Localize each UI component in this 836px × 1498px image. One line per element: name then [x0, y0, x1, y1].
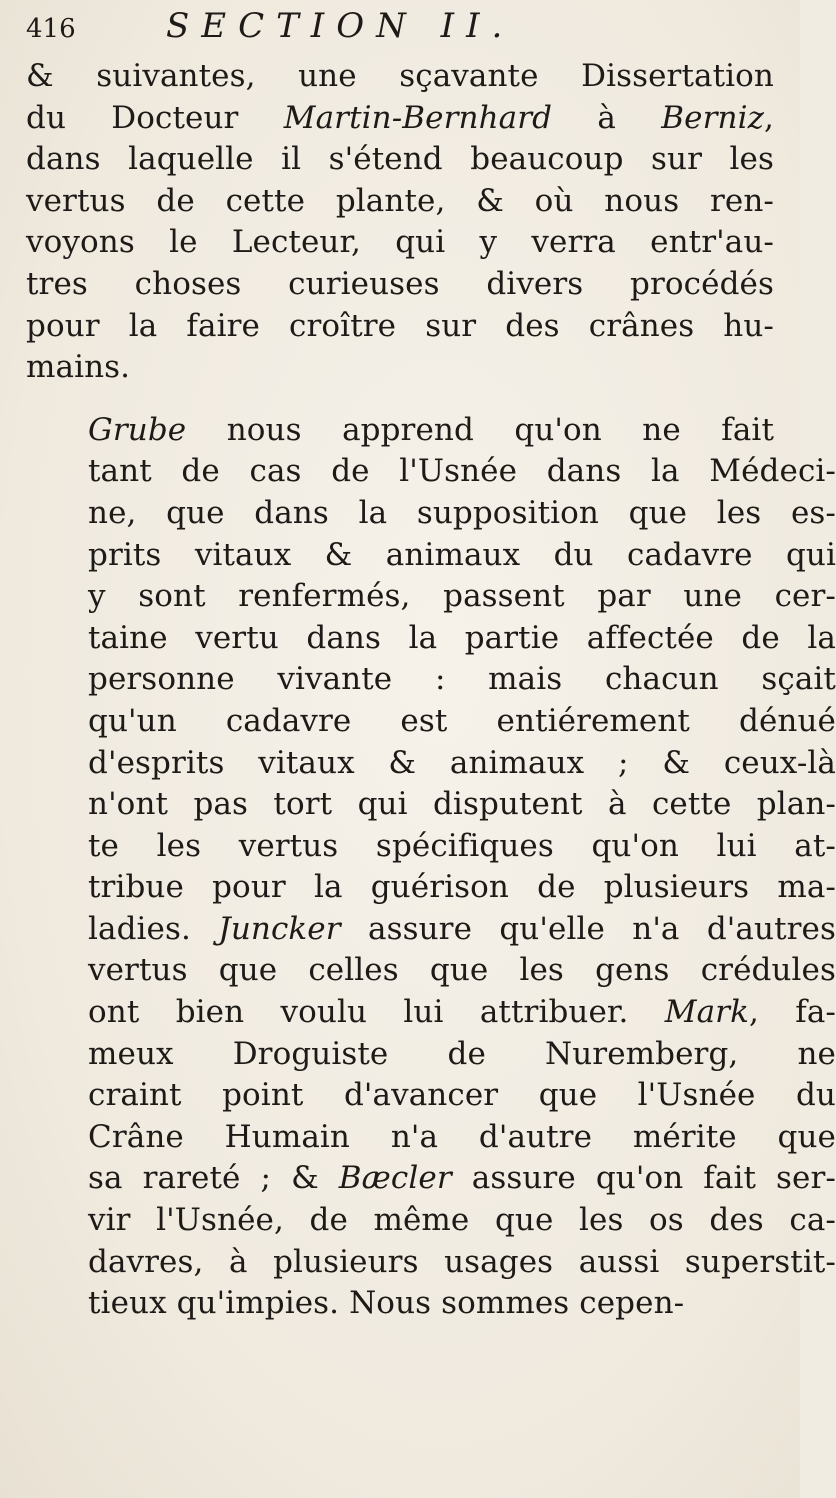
- text-line: taine vertu dans la partie affectée de la: [88, 619, 836, 656]
- text-line: tres choses curieuses divers procédés: [26, 265, 774, 302]
- text-line: davres, à plusieurs usages aussi superstit-: [88, 1243, 836, 1280]
- text-line: voyons le Lecteur, qui y verra entr'au-: [26, 224, 774, 261]
- text-line: n'ont pas tort qui disputent à cette plan-: [88, 786, 836, 823]
- text-line: tribue pour la guérison de plusieurs ma-: [88, 869, 836, 906]
- text-line: mains.: [26, 349, 131, 386]
- text-line: vir l'Usnée, de même que les os des ca-: [88, 1202, 836, 1239]
- text-line: vertus que celles que les gens crédules: [88, 952, 836, 989]
- text-line: y sont renfermés, passent par une cer-: [88, 578, 836, 615]
- text-line: & suivantes, une sçavante Dissertation: [26, 58, 774, 94]
- text-line: tieux qu'impies. Nous sommes cepen-: [88, 1285, 685, 1322]
- text-line: dans laquelle il s'étend beaucoup sur les: [26, 141, 774, 178]
- paragraph: [26, 56, 774, 389]
- text-line: d'esprits vitaux & animaux ; & ceux-là: [88, 744, 836, 781]
- text-line: personne vivante : mais chacun sçait: [88, 661, 836, 698]
- page-number: 416: [26, 14, 76, 44]
- text-line: craint point d'avancer que l'Usnée du: [88, 1077, 836, 1114]
- text-line: te les vertus spécifiques qu'on lui at-: [88, 827, 836, 864]
- text-line: Crâne Humain n'a d'autre mérite que: [88, 1118, 836, 1155]
- text-line: vertus de cette plante, & où nous ren-: [26, 182, 774, 219]
- text-line: meux Droguiste de Nuremberg, ne: [88, 1035, 836, 1072]
- text-line: qu'un cadavre est entiérement dénué: [88, 702, 836, 739]
- text-line: prits vitaux & animaux du cadavre qui: [88, 536, 836, 573]
- text-line: ladies. Juncker assure qu'elle n'a d'autres: [88, 910, 836, 947]
- text-line: ne, que dans la supposition que les es-: [88, 494, 836, 531]
- text-line: pour la faire croître sur des crânes hu-: [26, 307, 774, 344]
- text-line: Grube nous apprend qu'on ne fait: [88, 411, 774, 448]
- running-head: [26, 6, 774, 56]
- text-body: [26, 56, 836, 1325]
- text-line: sa rareté ; & Bæcler assure qu'on fait ser-: [88, 1160, 836, 1197]
- section-title: SECTION II.: [166, 6, 515, 46]
- text-line: du Docteur Martin-Bernhard à Berniz,: [26, 99, 774, 136]
- paragraph: [26, 410, 836, 1325]
- text-line: tant de cas de l'Usnée dans la Médeci-: [88, 453, 836, 490]
- text-line: ont bien voulu lui attribuer. Mark, fa-: [88, 994, 836, 1031]
